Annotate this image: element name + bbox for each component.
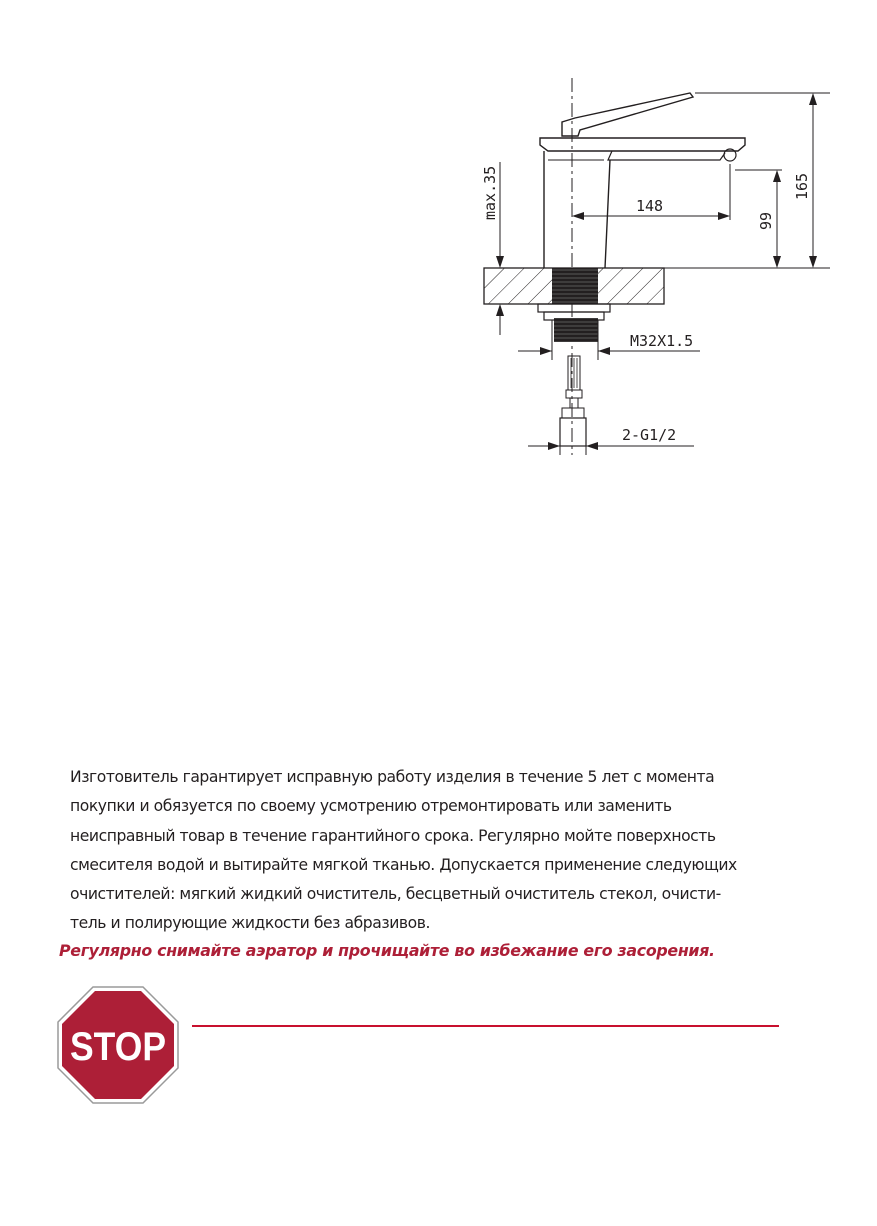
dim-total-height-label: 165 [793,172,811,200]
warranty-line: Изготовитель гарантирует исправную работу изделия в течение 5 лет с момента [70,768,715,786]
aerator-notice: Регулярно снимайте аэратор и прочищайте во избежание его засорения. [59,941,715,960]
divider-line [192,1025,779,1027]
warranty-line: очистителей: мягкий жидкий очиститель, бесцветный очиститель стекол, очисти- [70,885,721,904]
dim-spout-height-label: 99 [757,211,775,230]
dim-thread-label: M32X1.5 [630,332,694,350]
warranty-text [70,763,810,939]
faucet-technical-drawing [470,70,850,460]
stop-sign-label: STOP [70,1025,166,1069]
dim-connection-label: 2-G1/2 [622,426,677,444]
dim-max-label: max.35 [481,165,499,220]
dim-reach-label: 148 [636,197,664,215]
warranty-line: смесителя водой и вытирайте мягкой тканью. Допускается применение следующих [70,855,737,874]
warranty-line: покупки и обязуется по своему усмотрению отремонтировать или заменить [70,797,672,816]
warranty-line: неисправный товар в течение гарантийного срока. Регулярно мойте поверхность [70,826,716,845]
warranty-line: тель и полирующие жидкости без абразивов. [70,914,430,933]
stop-sign-icon [57,986,179,1104]
